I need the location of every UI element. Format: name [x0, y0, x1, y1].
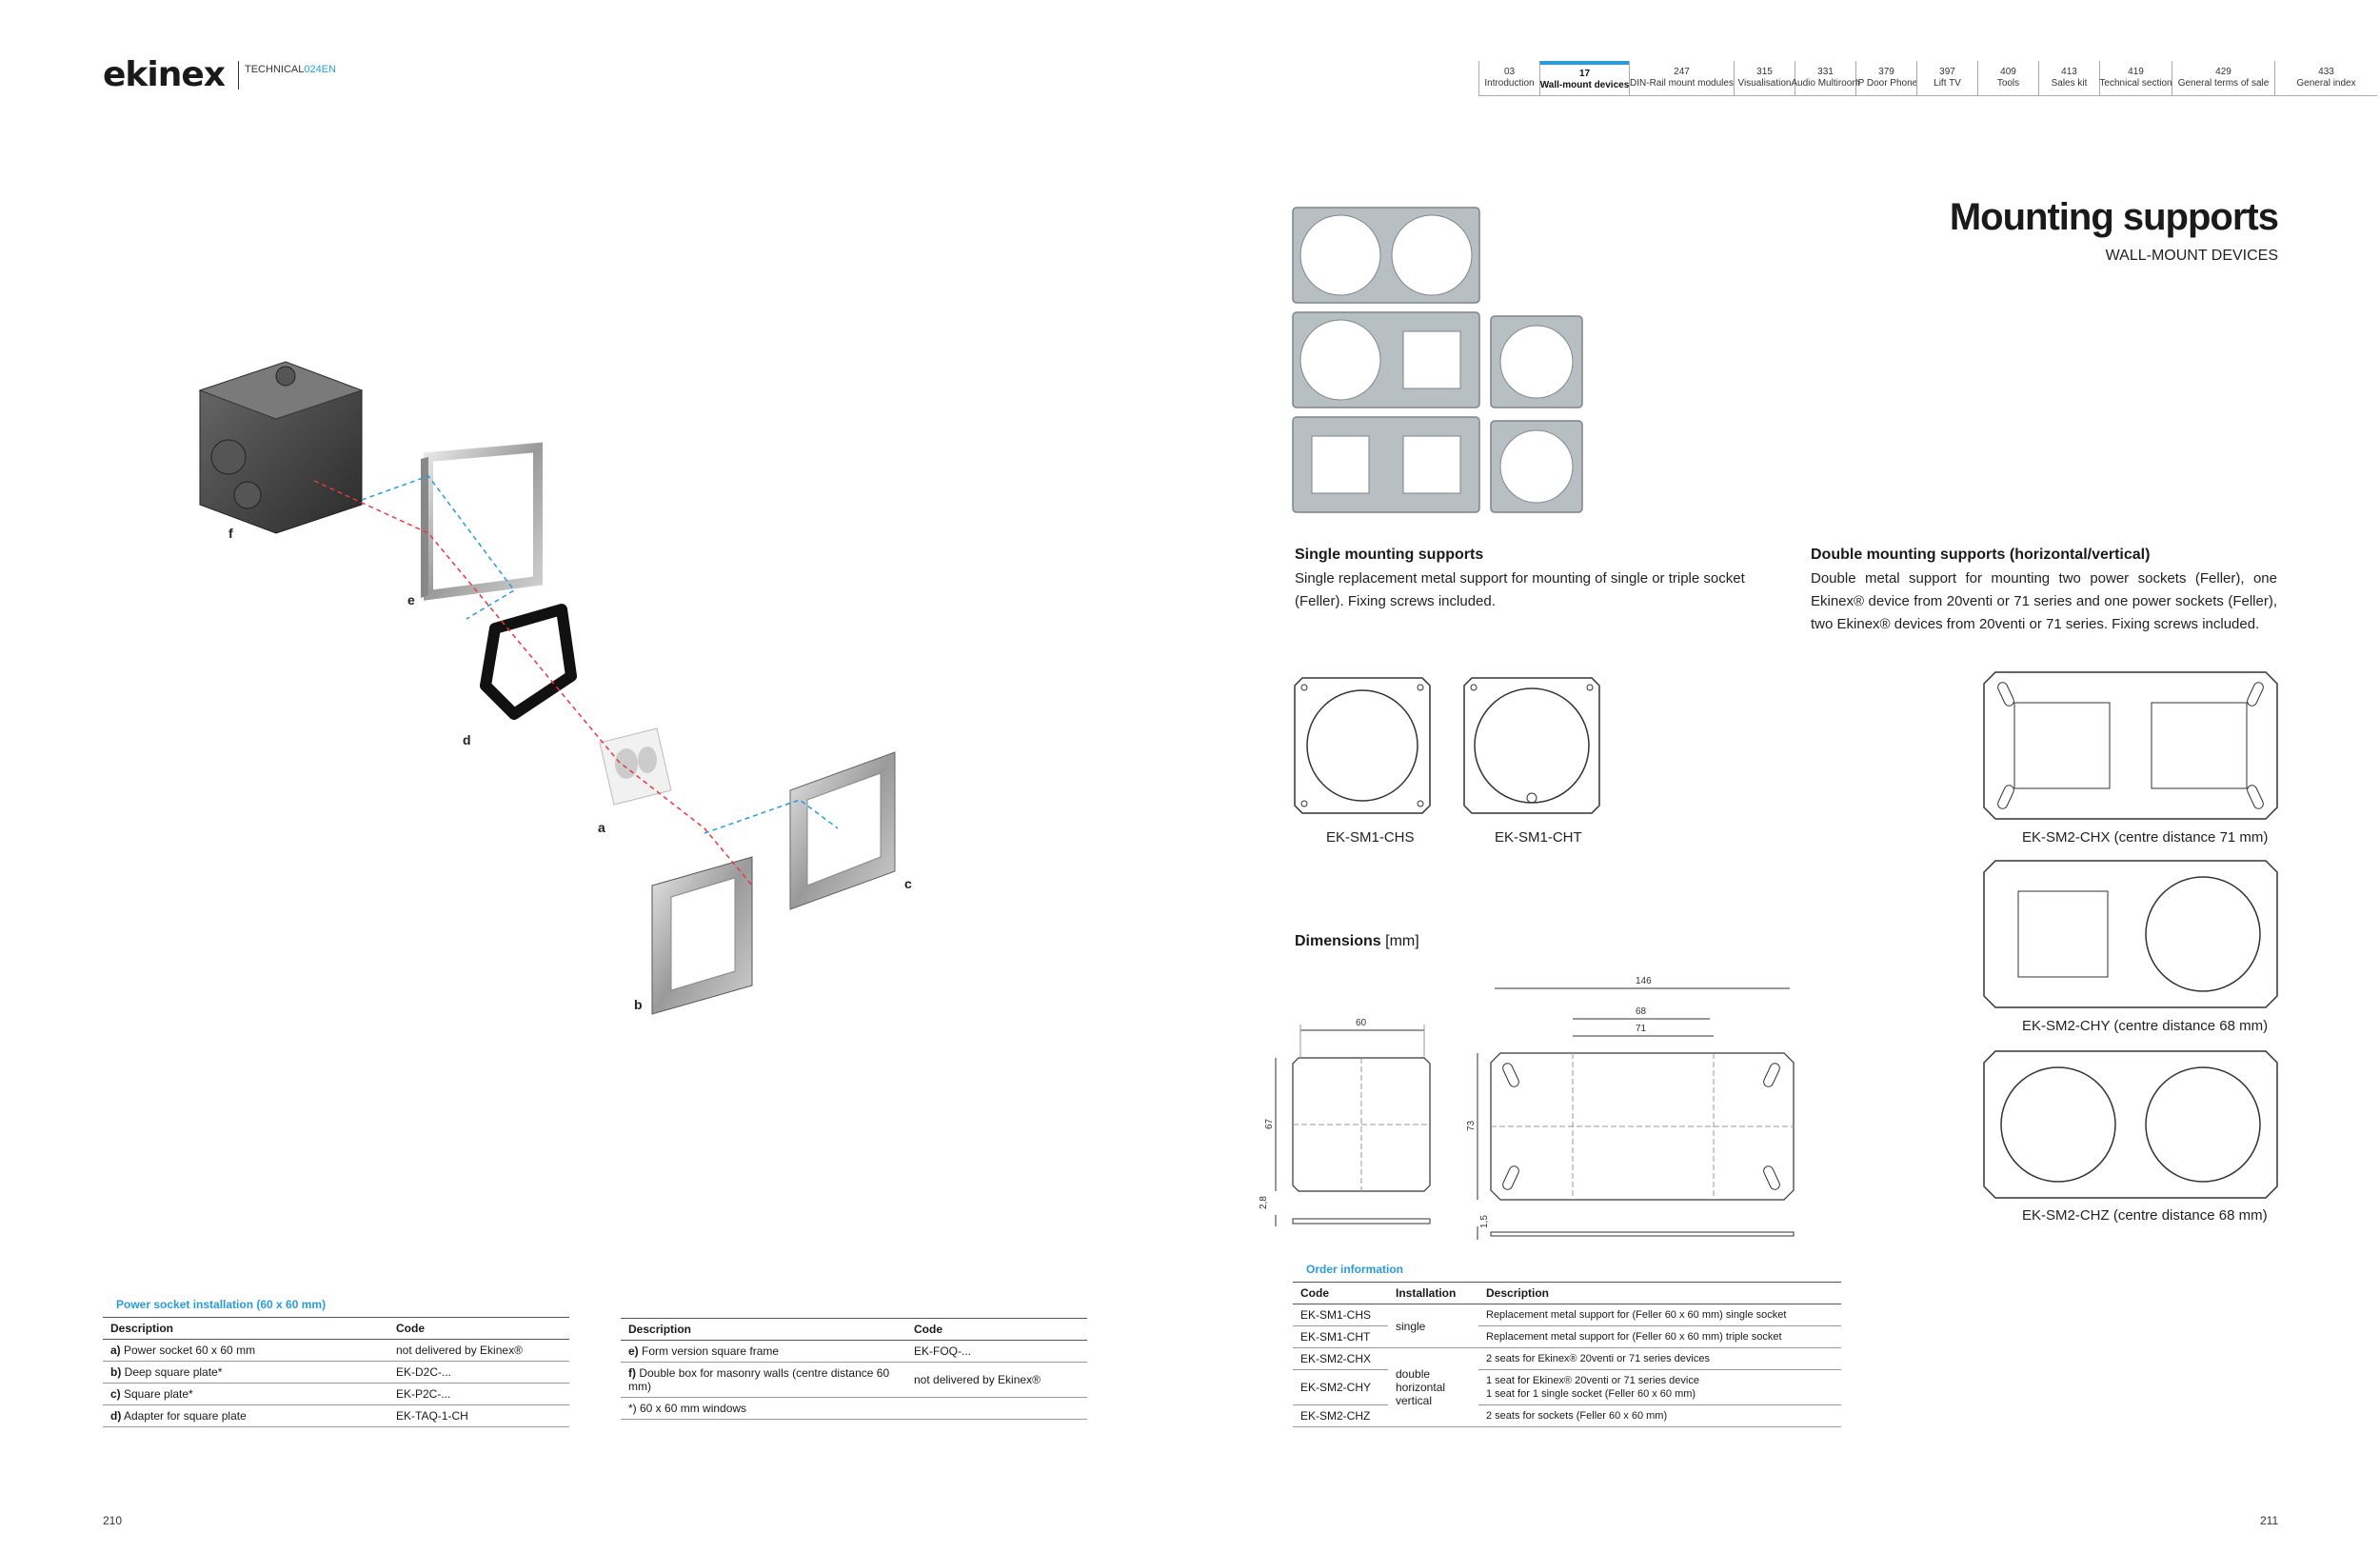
mounting-supports-photo: [1291, 204, 1586, 518]
sm1-cht-drawing: [1460, 674, 1603, 817]
row-desc-text: Double box for masonry walls (centre distance 60 mm): [628, 1366, 890, 1393]
nav-tab-label: Tools: [1996, 78, 2020, 89]
col-description: Description: [103, 1318, 388, 1340]
row-description: [103, 1405, 388, 1427]
caption-sm1-cht: EK-SM1-CHT: [1495, 829, 1582, 846]
row-desc-text: Adapter for square plate: [121, 1409, 247, 1423]
order-description: 1 seat for Ekinex® 20venti or 71 series device 1 seat for 1 single socket (Feller 60 x 60 mm): [1478, 1370, 1841, 1405]
col-order-description: Description: [1478, 1283, 1841, 1304]
order-description: 2 seats for Ekinex® 20venti or 71 series devices: [1478, 1348, 1841, 1370]
row-description: [103, 1362, 388, 1384]
logo-separator: [238, 61, 239, 90]
label-d: d: [463, 732, 471, 747]
caption-sm2-chx: EK-SM2-CHX (centre distance 71 mm): [2022, 829, 2269, 846]
row-desc-text: Form version square frame: [638, 1344, 780, 1358]
power-socket-table-title: Power socket installation (60 x 60 mm): [116, 1298, 327, 1311]
double-supports-block: [1811, 547, 2277, 636]
order-info-title: Order information: [1306, 1263, 1404, 1276]
installation-single: single: [1388, 1304, 1478, 1348]
page-number-left: 210: [103, 1514, 123, 1527]
row-letter: b): [110, 1365, 122, 1379]
nav-tab-page: 247: [1674, 67, 1690, 77]
single-supports-title: Single mounting supports: [1295, 547, 1484, 563]
installation-double: double horizontal vertical: [1388, 1348, 1478, 1427]
caption-sm1-chs: EK-SM1-CHS: [1326, 829, 1415, 846]
table-row: [621, 1363, 1087, 1398]
nav-tab-page: 433: [2318, 67, 2334, 77]
table-note: *) 60 x 60 mm windows: [621, 1398, 1087, 1420]
order-code: EK-SM2-CHY: [1293, 1370, 1388, 1405]
page-subtitle: WALL-MOUNT DEVICES: [2105, 248, 2278, 264]
col-description-2: Description: [621, 1319, 906, 1341]
power-socket-part: [600, 728, 671, 805]
row-letter: c): [110, 1387, 121, 1401]
row-code: not delivered by Ekinex®: [388, 1340, 569, 1362]
order-info-block: [1293, 1263, 1841, 1427]
sm2-chx-drawing: [1982, 670, 2279, 821]
square-frame-part: [421, 448, 538, 598]
row-code: EK-FOQ-...: [906, 1341, 1087, 1363]
dim-73: 73: [1466, 1120, 1477, 1131]
double-supports-text: Double metal support for mounting two power sockets (Feller), one Ekinex® device from 20venti or 71 series and one power sockets (Feller), two Ekinex® devices from 20venti or 71 series. Fixing screws included.: [1811, 570, 2277, 632]
row-code: EK-D2C-...: [388, 1362, 569, 1384]
dimensions-drawing: [1238, 967, 1809, 1253]
chapter-navigation: [1478, 61, 2377, 96]
dim-2-8: 2,8: [1259, 1196, 1269, 1209]
nav-tab-lift-tv[interactable]: [1916, 61, 1977, 95]
table-row: [1293, 1405, 1841, 1427]
order-code: EK-SM1-CHS: [1293, 1304, 1388, 1326]
table-row: [103, 1405, 569, 1427]
nav-tab-audio-multiroom[interactable]: [1791, 61, 1860, 95]
nav-tab-label: DIN-Rail mount modules: [1630, 78, 1734, 89]
dim-146: 146: [1636, 976, 1652, 986]
label-a: a: [598, 820, 605, 835]
caption-sm2-chz: EK-SM2-CHZ (centre distance 68 mm): [2022, 1207, 2268, 1224]
row-desc-text: Deep square plate*: [121, 1365, 223, 1379]
catalog-suffix: 024EN: [304, 64, 336, 75]
power-socket-table2: [621, 1318, 1087, 1420]
order-code: EK-SM2-CHZ: [1293, 1405, 1388, 1427]
nav-tab-page: 413: [2061, 67, 2077, 77]
col-code-2: Code: [906, 1319, 1087, 1341]
dimensions-heading: [1295, 933, 1419, 950]
dim-1-5: 1,5: [1479, 1215, 1490, 1228]
table-note-row: [621, 1398, 1087, 1420]
table-row: [103, 1340, 569, 1362]
page-title: Mounting supports: [1949, 196, 2278, 238]
dim-71: 71: [1636, 1024, 1647, 1034]
nav-tab-tools[interactable]: [1977, 61, 2038, 95]
row-description: [103, 1384, 388, 1405]
nav-tab-label: General index: [2296, 78, 2356, 89]
col-installation: Installation: [1388, 1283, 1478, 1304]
order-description: Replacement metal support for (Feller 60 x 60 mm) single socket: [1478, 1304, 1841, 1326]
order-code: EK-SM2-CHX: [1293, 1348, 1388, 1370]
sm2-chy-drawing: [1982, 859, 2279, 1009]
nav-tab-label: IP Door Phone: [1854, 78, 1918, 89]
label-f: f: [228, 526, 233, 541]
dim-68: 68: [1636, 1006, 1647, 1017]
adapter-part: [486, 609, 571, 714]
row-code: EK-P2C-...: [388, 1384, 569, 1405]
row-code: not delivered by Ekinex®: [906, 1363, 1087, 1398]
dim-67: 67: [1264, 1118, 1275, 1129]
row-letter: d): [110, 1409, 122, 1423]
row-desc-text: Square plate*: [120, 1387, 193, 1401]
table-row: [1293, 1326, 1841, 1348]
nav-tab-general-index[interactable]: [2274, 61, 2377, 95]
label-b: b: [634, 997, 643, 1012]
nav-tab-introduction[interactable]: [1478, 61, 1539, 95]
order-description: Replacement metal support for (Feller 60 x 60 mm) triple socket: [1478, 1326, 1841, 1348]
row-description: [103, 1340, 388, 1362]
nav-tab-label: General terms of sale: [2177, 78, 2270, 89]
nav-tab-label: Lift TV: [1934, 78, 1961, 89]
single-supports-block: [1295, 547, 1771, 613]
power-socket-table-block: [103, 1298, 569, 1427]
nav-tab-visualisation[interactable]: [1734, 61, 1795, 95]
square-plate-part: [790, 752, 895, 909]
catalog-code: [245, 64, 336, 75]
order-code: EK-SM1-CHT: [1293, 1326, 1388, 1348]
nav-tab-page: 379: [1878, 67, 1894, 77]
nav-tab-din-rail-mount-modules[interactable]: [1629, 61, 1734, 95]
nav-tab-page: 17: [1578, 69, 1591, 79]
exploded-installation-illustration: [171, 352, 933, 1038]
nav-tab-label: Introduction: [1484, 78, 1535, 89]
double-box-part: [200, 362, 362, 533]
nav-tab-label: Audio Multiroom: [1791, 78, 1860, 89]
caption-sm2-chy: EK-SM2-CHY (centre distance 68 mm): [2022, 1018, 2269, 1034]
dimensions-unit: [mm]: [1385, 933, 1419, 949]
catalog-prefix: TECHNICAL: [245, 64, 305, 75]
row-letter: f): [628, 1366, 636, 1380]
nav-tab-page: 409: [2000, 67, 2016, 77]
sm1-chs-drawing: [1291, 674, 1434, 817]
col-code: Code: [388, 1318, 569, 1340]
table-row: [1293, 1304, 1841, 1326]
sm2-chz-drawing: [1982, 1049, 2279, 1200]
row-letter: a): [110, 1344, 121, 1357]
nav-tab-technical-section[interactable]: [2099, 61, 2172, 95]
nav-tab-label: Sales kit: [2051, 78, 2088, 89]
page-number-right: 211: [2260, 1514, 2279, 1527]
row-description: [621, 1363, 906, 1398]
nav-tab-wall-mount-devices[interactable]: [1539, 61, 1629, 95]
nav-tab-page: 331: [1817, 67, 1834, 77]
ekinex-logo: ekinex: [103, 55, 225, 94]
nav-tab-page: 315: [1756, 67, 1773, 77]
label-e: e: [407, 592, 415, 607]
row-letter: e): [628, 1344, 639, 1358]
deep-square-plate-part: [652, 857, 752, 1014]
table-row: [1293, 1370, 1841, 1405]
order-description: 2 seats for sockets (Feller 60 x 60 mm): [1478, 1405, 1841, 1427]
nav-tab-label: Visualisation: [1737, 78, 1792, 89]
single-supports-text: Single replacement metal support for mounting of single or triple socket (Feller). Fixing screws included.: [1295, 570, 1745, 609]
nav-tab-label: Technical section: [2099, 78, 2172, 89]
label-c: c: [904, 876, 912, 891]
order-info-table: [1293, 1282, 1841, 1427]
double-supports-title: Double mounting supports (horizontal/vertical): [1811, 547, 2151, 563]
table-row: [621, 1341, 1087, 1363]
nav-tab-page: 397: [1939, 67, 1955, 77]
col-code: Code: [1293, 1283, 1388, 1304]
nav-tab-page: 03: [1503, 67, 1516, 77]
power-socket-table: [103, 1317, 569, 1427]
table-row: [1293, 1348, 1841, 1370]
nav-tab-general-terms-of-sale[interactable]: [2172, 61, 2274, 95]
nav-tab-page: 429: [2215, 67, 2231, 77]
row-description: [621, 1341, 906, 1363]
nav-tab-ip-door-phone[interactable]: [1855, 61, 1916, 95]
dimensions-title: Dimensions: [1295, 933, 1381, 949]
row-desc-text: Power socket 60 x 60 mm: [120, 1344, 256, 1357]
power-socket-table2-block: [621, 1318, 1087, 1420]
table-row: [103, 1384, 569, 1405]
dim-60: 60: [1356, 1018, 1367, 1028]
table-row: [103, 1362, 569, 1384]
row-code: EK-TAQ-1-CH: [388, 1405, 569, 1427]
nav-tab-sales-kit[interactable]: [2038, 61, 2099, 95]
nav-tab-page: 419: [2128, 67, 2144, 77]
nav-tab-label: Wall-mount devices: [1539, 80, 1630, 90]
